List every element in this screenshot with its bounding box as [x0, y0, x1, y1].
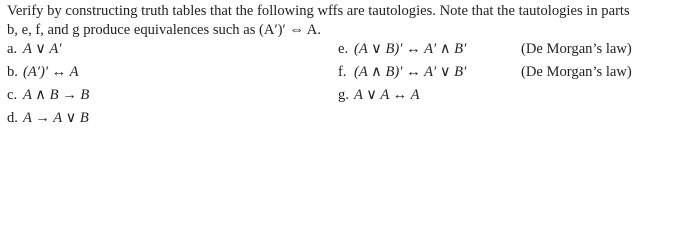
exercise-item-d [7, 109, 89, 128]
item-label: g. [338, 87, 349, 103]
item-label: e. [338, 41, 349, 57]
exercise-item-b [7, 63, 79, 82]
exercise-instructions [7, 2, 675, 40]
exercise-item-f [338, 63, 632, 82]
item-formula: A ∨ A′ [23, 41, 62, 57]
item-formula: (A ∨ B)′ ↔ A′ ∧ B′ [354, 41, 467, 57]
exercise-item-g [338, 86, 420, 105]
item-formula: (A ∧ B)′ ↔ A′ ∨ B′ [354, 64, 467, 80]
item-formula: A → A ∨ B [23, 110, 89, 126]
item-label: f. [338, 64, 347, 80]
instructions-line-1: Verify by constructing truth tables that the following wffs are tautologies. Note that the tautologies in parts [7, 3, 630, 19]
exercise-item-a [7, 40, 61, 59]
item-label: b. [7, 64, 18, 80]
item-label: a. [7, 41, 18, 57]
item-note: (De Morgan’s law) [521, 64, 632, 80]
exercise-item-c [7, 86, 89, 105]
item-formula: A ∨ A ↔ A [354, 87, 420, 103]
item-formula: A ∧ B → B [23, 87, 90, 103]
item-label: d. [7, 110, 18, 126]
item-formula: (A′)′ ↔ A [23, 64, 79, 80]
item-note: (De Morgan’s law) [521, 41, 632, 57]
item-label: c. [7, 87, 18, 103]
instructions-line-2: b, e, f, and g produce equivalences such as (A′)′ ⇔ A. [7, 22, 321, 38]
exercise-item-e [338, 40, 632, 59]
